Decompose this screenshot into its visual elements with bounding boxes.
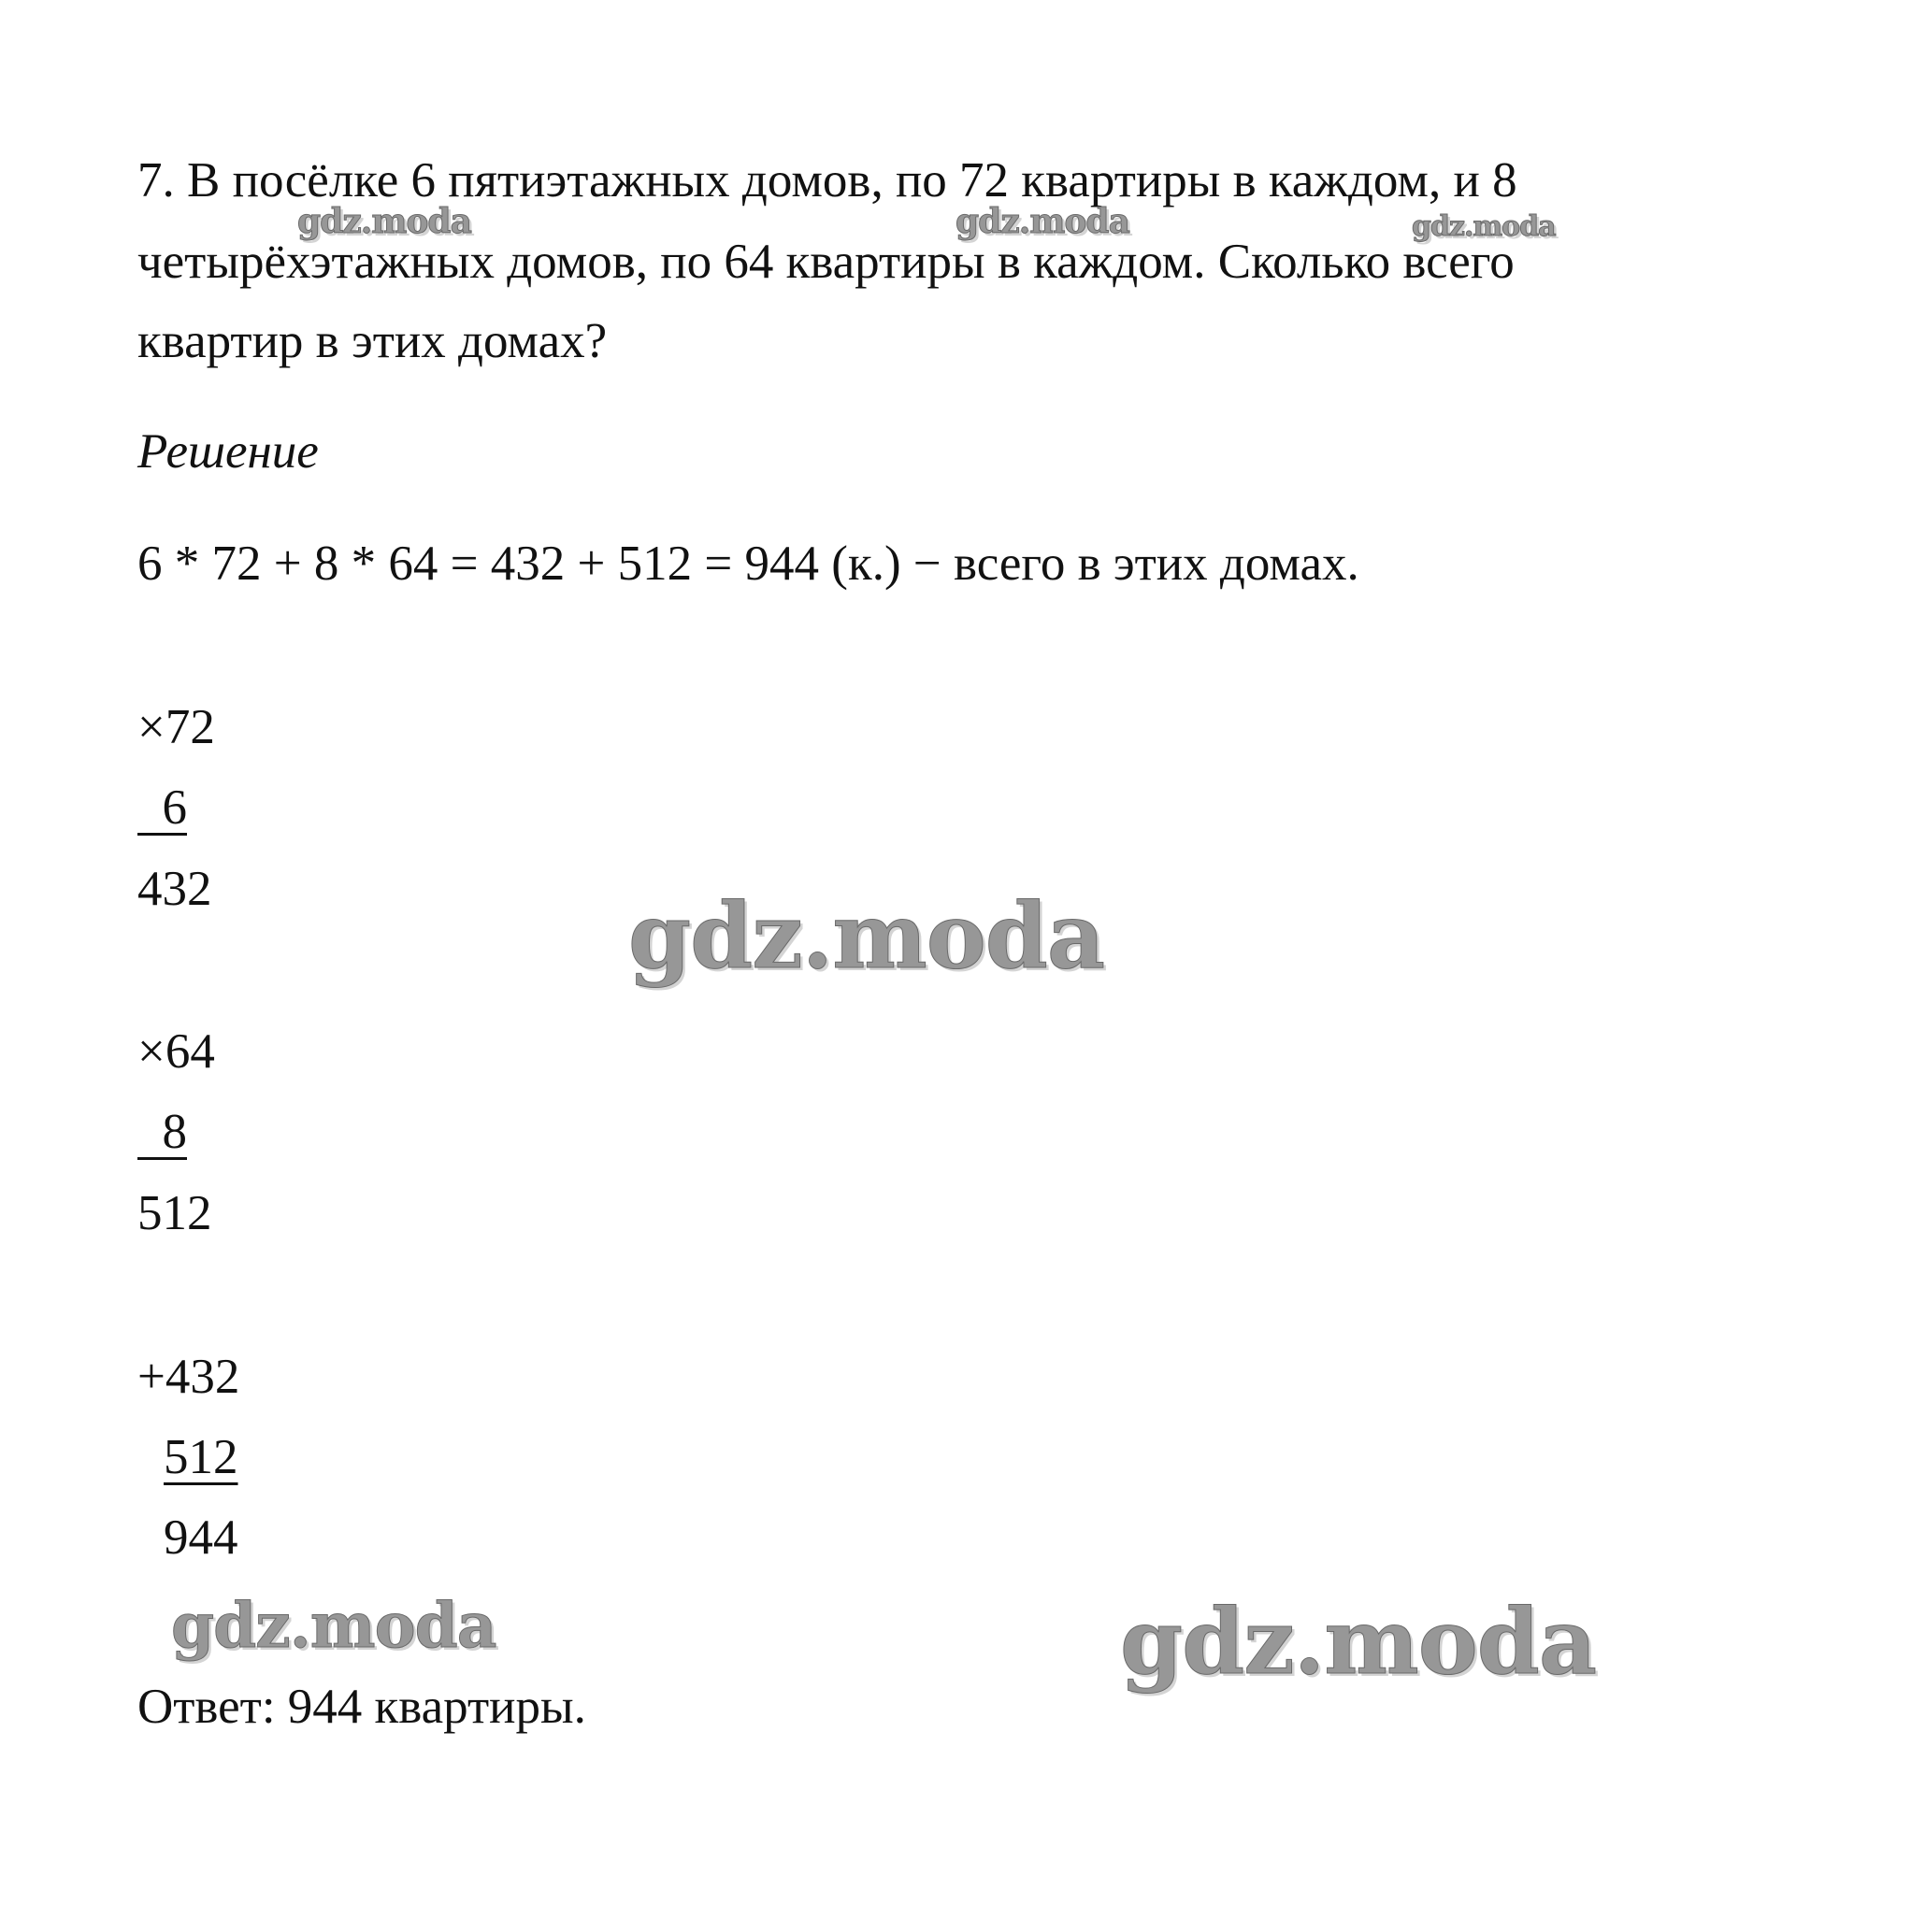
problem-line-3: квартир в этих домах? [137, 314, 608, 368]
answer-text: Ответ: 944 квартиры. [137, 1680, 586, 1734]
calc2-top: ×64 [137, 1024, 215, 1079]
watermark: gdz.moda [956, 202, 1129, 241]
calc2-multiplier [137, 1104, 187, 1160]
problem-line-1: 7. В посёлке 6 пятиэтажных домов, по 72 квартиры в каждом, и 8 [137, 153, 1517, 208]
solution-expression: 6 * 72 + 8 * 64 = 432 + 512 = 944 (к.) − всего в этих домах. [137, 537, 1359, 591]
watermark: gdz.moda [1412, 210, 1556, 243]
calc2-multiplier-value: 8 [162, 1105, 187, 1159]
calc1-top: ×72 [137, 700, 215, 754]
watermark: gdz.moda [1120, 1589, 1597, 1695]
calc3-result: 944 [164, 1510, 238, 1565]
watermark: gdz.moda [628, 883, 1105, 989]
watermark: gdz.moda [171, 1589, 496, 1662]
watermark: gdz.moda [297, 202, 471, 241]
calc1-multiplier [137, 780, 187, 836]
solution-heading: Решение [137, 424, 319, 479]
calc3-top: +432 [137, 1350, 240, 1404]
calc2-result: 512 [137, 1186, 212, 1240]
calc1-result: 432 [137, 862, 212, 916]
problem-line-2: четырёхэтажных домов, по 64 квартиры в каждом. Сколько всего [137, 235, 1515, 289]
calc1-multiplier-value: 6 [162, 780, 187, 835]
calc3-addend: 512 [164, 1430, 238, 1484]
